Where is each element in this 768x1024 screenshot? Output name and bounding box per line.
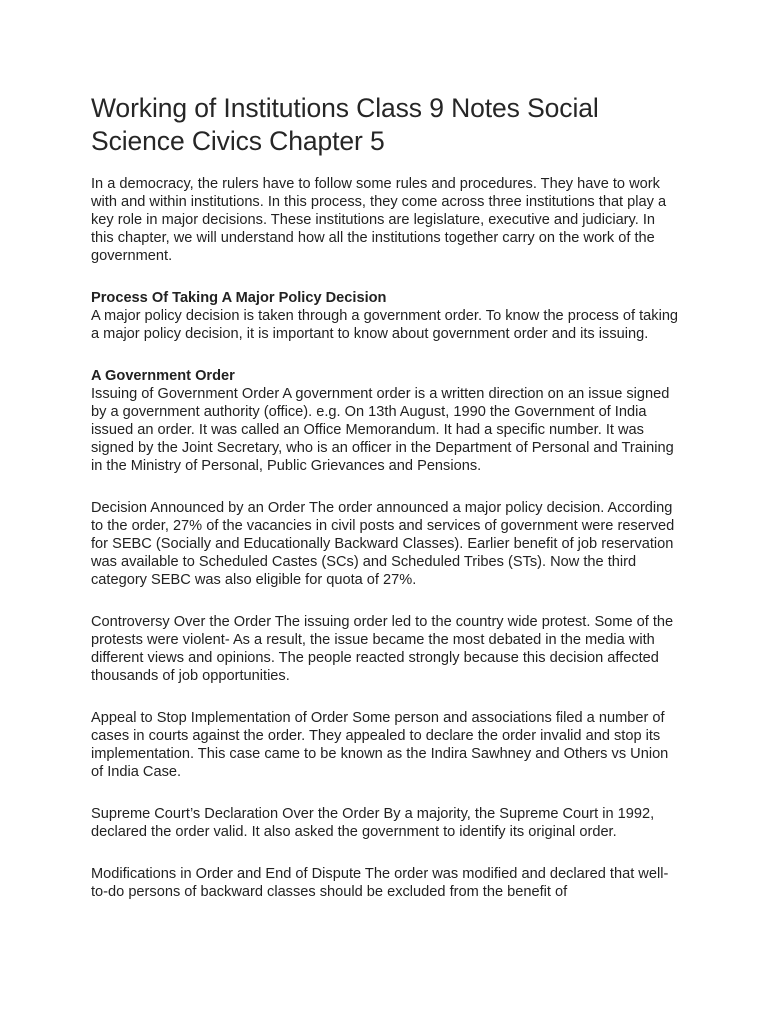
paragraph-controversy: Controversy Over the Order The issuing order led to the country wide protest. Some of the protests were violent- As a result, the issue became the most debated in the media with different views and opinions. The people reacted strongly because this decision affected thousands of job opportunities. [91, 614, 674, 684]
section-policy-decision [91, 289, 681, 343]
paragraph-decision-announced: Decision Announced by an Order The order announced a major policy decision. According to the order, 27% of the vacancies in civil posts and services of government were reserved for SEBC (Socially and Educationally Backward Classes). Earlier benefit of job reservation was available to Scheduled Castes (SCs) and Scheduled Tribes (STs). Now the third category SEBC was also eligible for quota of 27%. [91, 500, 675, 588]
section-government-order [91, 367, 681, 475]
intro-paragraph: In a democracy, the rulers have to follow some rules and procedures. They have to work with and within institutions. In this process, they come across three institutions that play a key role in major decisions. These institutions are legislature, executive and judiciary. In this chapter, we will understand how all the institutions together carry on the work of the government. [91, 176, 667, 264]
document-page [91, 92, 681, 925]
paragraph-supreme-court: Supreme Court’s Declaration Over the Order By a majority, the Supreme Court in 1992, declared the order valid. It also asked the government to identify its original order. [91, 806, 655, 840]
section-heading: A Government Order [91, 368, 235, 384]
section-text: Issuing of Government Order A government order is a written direction on an issue signed by a government authority (office). e.g. On 13th August, 1990 the Government of India issued an order. It was called an Office Memorandum. It had a specific number. It was signed by the Joint Secretary, who is an officer in the Department of Personal and Training in the Ministry of Personal, Public Grievances and Pensions. [91, 386, 674, 474]
paragraph-modifications: Modifications in Order and End of Dispute The order was modified and declared that well-to-do persons of backward classes should be excluded from the benefit of [91, 866, 669, 900]
paragraph-appeal: Appeal to Stop Implementation of Order Some person and associations filed a number of cases in courts against the order. They appealed to declare the order invalid and stop its implementation. This case came to be known as the Indira Sawhney and Others vs Union of India Case. [91, 710, 669, 780]
document-title: Working of Institutions Class 9 Notes Social Science Civics Chapter 5 [91, 93, 599, 156]
section-text: A major policy decision is taken through a government order. To know the process of taking a major policy decision, it is important to know about government order and its issuing. [91, 308, 679, 342]
section-heading: Process Of Taking A Major Policy Decision [91, 290, 387, 306]
